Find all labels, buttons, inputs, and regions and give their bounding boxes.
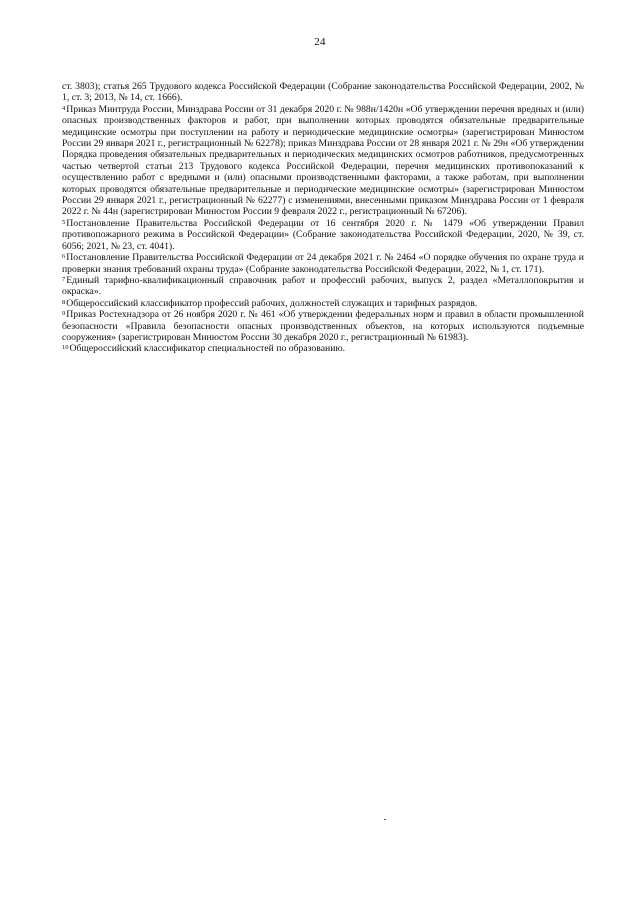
- footnote-text: Постановление Правительства Российской Федерации от 24 декабря 2021 г. № 2464 «О порядке обучения по охране труда и проверки знания требований охраны труда» (Собрание законодательства Российской Федерации, 2022, № 1, ст. 171).: [62, 252, 584, 275]
- footnote-text: Общероссийский классификатор профессий рабочих, должностей служащих и тарифных разрядов.: [66, 297, 478, 309]
- footnote-marker: 10: [62, 344, 69, 352]
- footnote-text: Приказ Ростехнадзора от 26 ноября 2020 г. № 461 «Об утверждении федеральных норм и правил в области промышленной безопасности «Правила безопасности опасных производственных объектов, на которых используются подъемные сооружения» (зарегистрирован Минюстом России 30 декабря 2020 г., регистрационный № 61983).: [62, 309, 584, 343]
- footnote-8: [62, 298, 584, 309]
- footnote-text: Единый тарифно-квалификационный справочник работ и профессий рабочих, выпуск 2, раздел «Металлопокрытия и окраска».: [62, 274, 584, 298]
- footnote-continuation: [62, 81, 584, 104]
- footnote-10: [62, 343, 584, 354]
- footnote-marker: 7: [62, 275, 66, 283]
- footnote-6: [62, 252, 584, 275]
- footnote-text: Общероссийский классификатор специальностей по образованию.: [69, 343, 346, 355]
- footnote-marker: 5: [62, 218, 66, 226]
- footnote-4: [62, 104, 584, 218]
- footnote-7: [62, 275, 584, 298]
- footnotes-block: [62, 81, 584, 355]
- footnote-text: ст. 3803); статья 265 Трудового кодекса Российской Федерации (Собрание законодательства Российской Федерации, 2002, № 1, ст. 3; 2013, № 14, ст. 1666).: [62, 81, 584, 104]
- footnote-marker: 4: [62, 104, 66, 112]
- scan-speck: [384, 819, 386, 820]
- footnote-5: [62, 218, 584, 252]
- page-number: 24: [314, 36, 326, 48]
- footnote-marker: 8: [62, 298, 66, 306]
- footnote-text: Постановление Правительства Российской Федерации от 16 сентября 2020 г. № 1479 «Об утверждении Правил противопожарного режима в Российской Федерации» (Собрание законодательства Российской Федерации, 2020, № 39, ст. 6056; 2021, № 23, ст. 4041).: [62, 217, 584, 252]
- footnote-marker: 6: [62, 253, 66, 261]
- footnote-text: Приказ Минтруда России, Минздрава России от 31 декабря 2020 г. № 988н/1420н «Об утверждении перечня вредных и (или) опасных производственных факторов и работ, при выполнении которых проводятся обязательные предварительные медицинские осмотры при поступлении на работу и периодические медицинские осмотры» (зарегистрирован Минюстом России 29 января 2021 г., регистрационный № 62278); приказ Минздрава России от 28 января 2021 г. № 29н «Об утверждении Порядка проведения обязательных предварительных и периодических медицинских осмотров работников, предусмотренных частью четвертой статьи 213 Трудового кодекса Российской Федерации, перечня медицинских противопоказаний к осуществлению работ с вредными и (или) опасными производственными факторами, а также работам, при выполнении которых проводятся обязательные предварительные и периодические медицинские осмотры» (зарегистрирован Минюстом России 29 января 2021 г., регистрационный № 62277) с изменениями, внесенными приказом Минздрава России от 1 февраля 2022 г. № 44н (зарегистрирован Минюстом России 9 февраля 2022 г., регистрационный № 67206).: [62, 103, 584, 218]
- footnote-9: [62, 309, 584, 343]
- footnote-marker: 9: [62, 310, 66, 318]
